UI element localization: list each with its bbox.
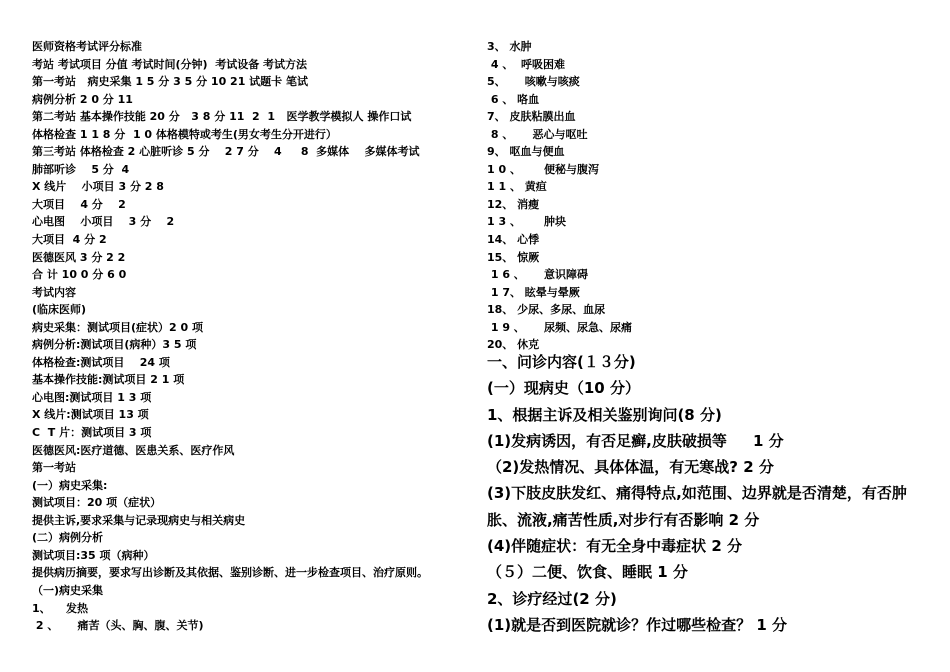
text-line: 体格检查 1 1 8 分 1 0 体格模特或考生(男女考生分开进行） [32,127,337,141]
list-item: 4 、 呼吸困难 [487,57,565,71]
list-item: 1 1 、 黄疸 [487,180,547,194]
text-line: 2、诊疗经过(2 分) [487,589,617,608]
text-line: 大项目 4 分 2 [32,233,107,247]
text-line: 测试项目:35 项（病种） [32,548,155,562]
subsection-heading: (一）现病史（10 分） [487,379,640,398]
text-line: 体格检查:测试项目 24 项 [32,355,170,369]
list-item: 1 7、 眩晕与晕厥 [487,285,580,299]
list-item: 1 6 、 意识障碍 [487,268,588,282]
text-line: 基本操作技能:测试项目 2 1 项 [32,373,185,387]
right-column-interview-content [487,349,927,638]
text-line: （一)病史采集 [32,583,104,597]
text-line: 心电图 小项目 3 分 2 [32,215,175,229]
text-line: 医德医风:医疗道德、医患关系、医疗作风 [32,443,235,457]
list-item: 15、 惊厥 [487,250,540,264]
text-line: 合 计 10 0 分 6 0 [32,268,127,282]
section-heading: 一、问诊内容(１３分) [487,353,636,371]
text-line: 大项目 4 分 2 [32,197,126,211]
text-line: 第三考站 体格检查 2 心脏听诊 5 分 2 7 分 4 8 多媒体 多媒体考试 [32,145,420,159]
text-line: (1)就是否到医院就诊？作过哪些检查？ 1 分 [487,615,788,634]
list-item: 6 、 咯血 [487,92,540,106]
text-line: (4)伴随症状：有无全身中毒症状 2 分 [487,537,743,556]
text-line: 病史采集：测试项目(症状）2 0 项 [32,320,203,334]
text-line: (1)发病诱因，有否足癣,皮肤破损等 1 分 [487,431,784,450]
list-item: 3、 水肿 [487,40,532,53]
text-line: 考试内容 [32,285,76,299]
list-item: 1 9 、 尿频、尿急、尿痛 [487,320,632,334]
text-line: 第一考站 病史采集 1 5 分 3 5 分 10 21 试题卡 笔试 [32,75,309,89]
text-line: 第一考站 [32,461,76,475]
list-item: 1 3 、 肿块 [487,215,566,229]
list-item: 18、 少尿、多尿、血尿 [487,303,606,317]
text-line: 1、根据主诉及相关鉴别询问(8 分) [487,405,722,424]
text-line: (临床医师) [32,303,87,317]
right-column-symptom-list [487,38,927,354]
list-item: 14、 心悸 [487,233,540,247]
text-line: 提供主诉,要求采集与记录现病史与相关病史 [32,513,246,527]
text-line: 2 、 痛苦（头、胸、腹、关节) [32,619,204,633]
list-item: 12、 消瘦 [487,197,540,211]
text-line: 考站 考试项目 分值 考试时间(分钟) 考试设备 考试方法 [32,57,308,71]
text-line: 医师资格考试评分标准 [32,40,142,53]
list-item: 7、 皮肤粘膜出血 [487,110,576,124]
text-line: 第二考站 基本操作技能 20 分 3 8 分 11 2 1 医学教学模拟人 操作口试 [32,110,412,124]
list-item: 8 、 恶心与呕吐 [487,127,588,141]
left-column [32,38,472,635]
text-paragraph: (3)下肢皮肤发红、痛得特点,如范围、边界就是否清楚，有否肿胀、流液,痛苦性质,对步行有否影响 2 分 [487,484,907,529]
text-line: （５）二便、饮食、睡眠 1 分 [487,563,688,582]
text-line: （2)发热情况、具体体温，有无寒战? 2 分 [487,458,774,477]
list-item: 1 0 、 便秘与腹泻 [487,162,599,176]
text-line: (二）病例分析 [32,531,104,545]
text-line: 病例分析:测试项目(病种）3 5 项 [32,338,197,352]
text-line: X 线片:测试项目 13 项 [32,408,149,422]
text-line: 提供病历摘要，要求写出诊断及其依据、鉴别诊断、进一步检查项目、治疗原则。 [32,566,428,580]
list-item: 20、 休克 [487,338,540,352]
text-line: C T 片：测试项目 3 项 [32,426,152,440]
text-line: 1、 发热 [32,601,88,615]
list-item: 5、 咳嗽与咳痰 [487,75,580,89]
text-line: X 线片 小项目 3 分 2 8 [32,180,164,194]
list-item: 9、 呕血与便血 [487,145,565,159]
text-line: 病例分析 2 0 分 11 [32,92,133,106]
text-line: 测试项目：20 项（症状） [32,496,162,510]
text-line: 医德医风 3 分 2 2 [32,250,126,264]
text-line: 肺部听诊 5 分 4 [32,162,130,176]
text-line: 心电图:测试项目 1 3 项 [32,390,152,404]
text-line: (一）病史采集: [32,478,108,492]
